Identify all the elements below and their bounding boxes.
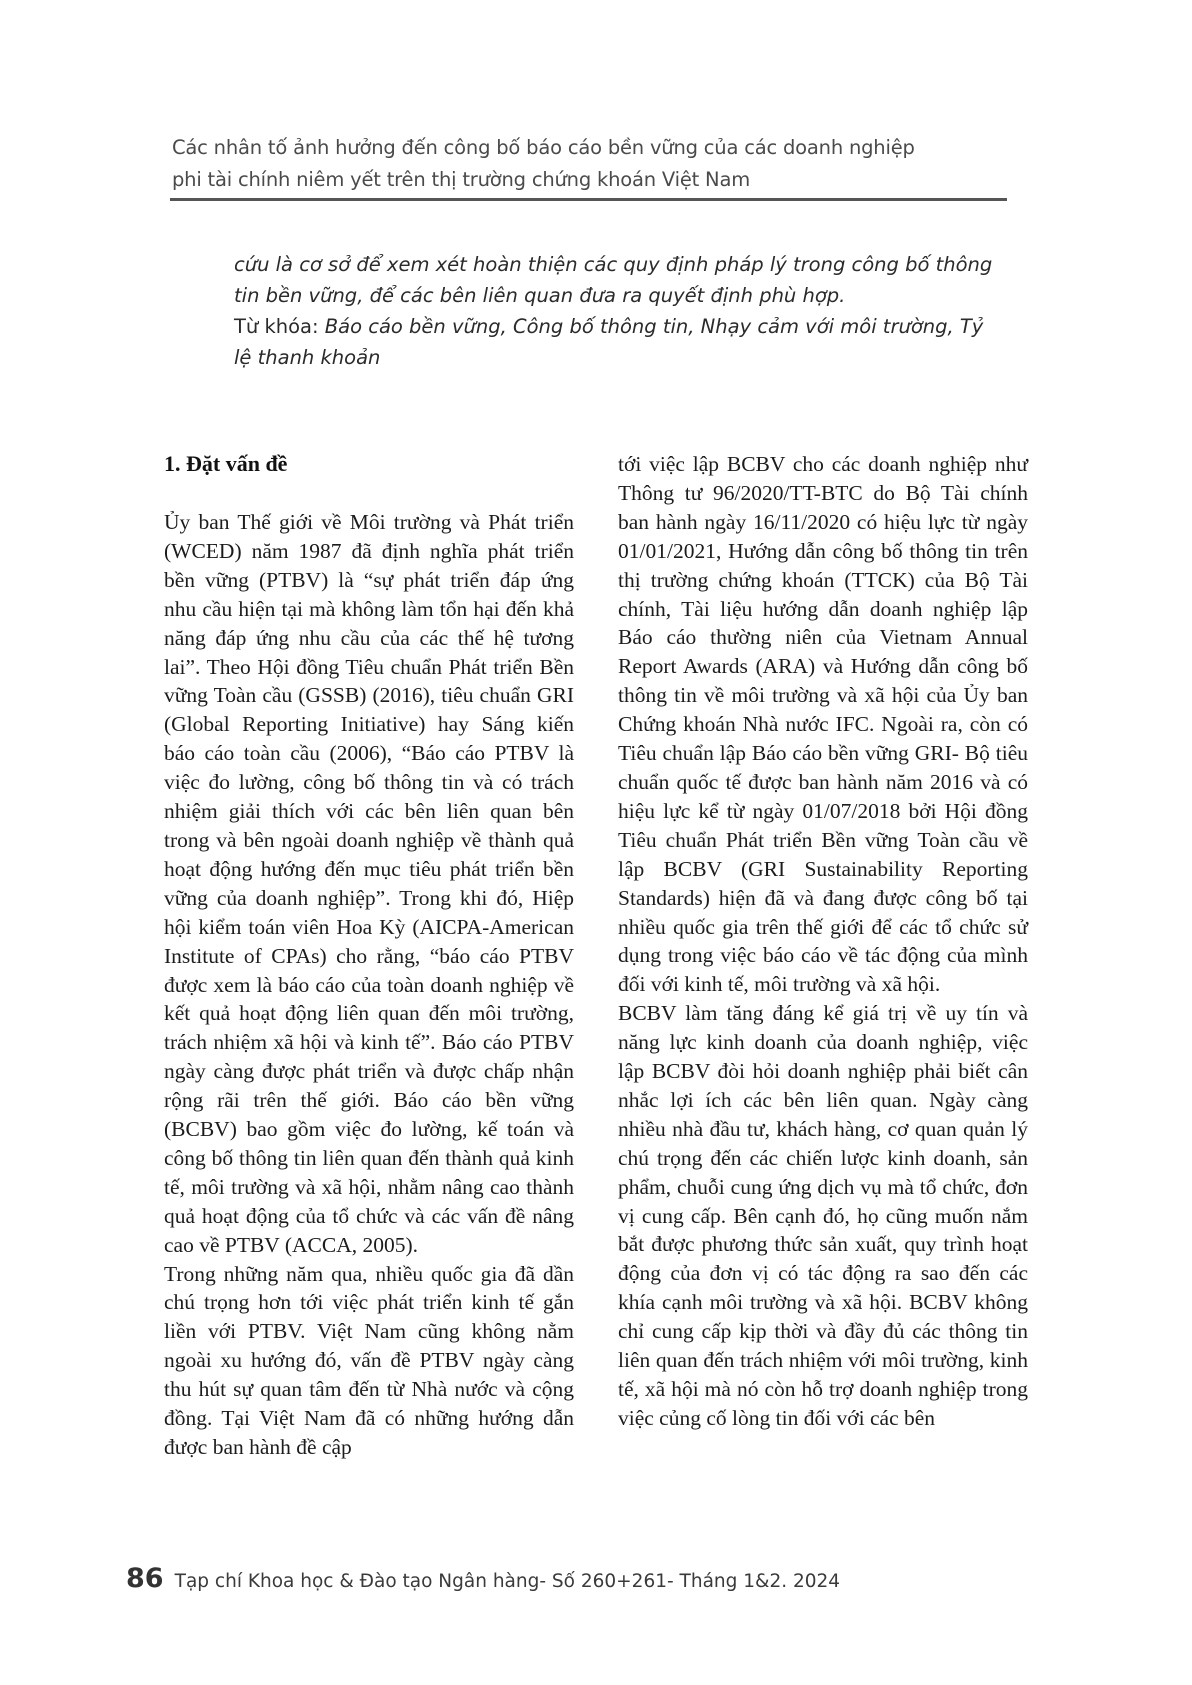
keywords-line [234, 311, 994, 373]
running-header-line-1: Các nhân tố ảnh hưởng đến công bố báo cáo bền vững của các doanh nghiệp [172, 136, 915, 159]
running-header-line-2: phi tài chính niêm yết trên thị trường chứng khoán Việt Nam [172, 168, 750, 191]
body-column-left [164, 450, 574, 1462]
running-header [172, 132, 1008, 196]
page-footer [126, 1563, 840, 1594]
body-paragraph: BCBV làm tăng đáng kể giá trị về uy tín và năng lực kinh doanh của doanh nghiệp, việc lập BCBV đòi hỏi doanh nghiệp phải biết cân nhắc lợi ích các bên liên quan. Ngày càng nhiều nhà đầu tư, khách hàng, cơ quan quản lý chú trọng đến các chiến lược kinh doanh, sản phẩm, chuỗi cung ứng dịch vụ mà tổ chức, đơn vị cung cấp. Bên cạnh đó, họ cũng muốn nắm bắt được phương thức sản xuất, quy trình hoạt động của đơn vị có tác động ra sao đến các khía cạnh môi trường và xã hội. BCBV không chỉ cung cấp kịp thời và đầy đủ các thông tin liên quan đến trách nhiệm với môi trường, kinh tế, xã hội mà nó còn hỗ trợ doanh nghiệp trong việc củng cố lòng tin đối với các bên [618, 1001, 1028, 1430]
keywords-list: Báo cáo bền vững, Công bố thông tin, Nhạy cảm với môi trường, Tỷ lệ thanh khoản [234, 315, 984, 369]
section-heading: 1. Đặt vấn đề [164, 451, 288, 476]
journal-citation: Tạp chí Khoa học & Đào tạo Ngân hàng- Số 260+261- Tháng 1&2. 2024 [174, 1571, 841, 1592]
body-paragraph: Ủy ban Thế giới về Môi trường và Phát triển (WCED) năm 1987 đã định nghĩa phát triển bền vững (PTBV) là “sự phát triển đáp ứng nhu cầu hiện tại mà không làm tổn hại đến khả năng đáp ứng nhu cầu của các thế hệ tương lai”. Theo Hội đồng Tiêu chuẩn Phát triển Bền vững Toàn cầu (GSSB) (2016), tiêu chuẩn GRI (Global Reporting Initiative) hay Sáng kiến báo cáo toàn cầu (2006), “Báo cáo PTBV là việc đo lường, công bố thông tin và có trách nhiệm giải thích với các bên liên quan bên trong và bên ngoài doanh nghiệp về thành quả hoạt động hướng đến mục tiêu phát triển bền vững của doanh nghiệp”. Trong khi đó, Hiệp hội kiểm toán viên Hoa Kỳ (AICPA-American Institute of CPAs) cho rằng, “báo cáo PTBV được xem là báo cáo của toàn doanh nghiệp về kết quả hoạt động liên quan đến môi trường, trách nhiệm xã hội và kinh tế”. Báo cáo PTBV ngày càng được phát triển và được chấp nhận rộng rãi trên thế giới. Báo cáo bền vững (BCBV) bao gồm việc đo lường, kế toán và công bố thông tin liên quan đến thành quả kinh tế, môi trường và xã hội, nhằm nâng cao thành quả hoạt động của tổ chức và các vấn đề nâng cao về PTBV (ACCA, 2005). [164, 510, 574, 1257]
body-column-right [618, 450, 1028, 1433]
abstract-continuation: cứu là cơ sở để xem xét hoàn thiện các quy định pháp lý trong công bố thông tin bền vững, để các bên liên quan đưa ra quyết định phù hợp. [234, 253, 993, 307]
body-paragraph: tới việc lập BCBV cho các doanh nghiệp như Thông tư 96/2020/TT-BTC do Bộ Tài chính ban hành ngày 16/11/2020 có hiệu lực từ ngày 01/01/2021, Hướng dẫn công bố thông tin trên thị trường chứng khoán (TTCK) của Bộ Tài chính, Tài liệu hướng dẫn doanh nghiệp lập Báo cáo thường niên của Vietnam Annual Report Awards (ARA) và Hướng dẫn công bố thông tin về môi trường và xã hội của Ủy ban Chứng khoán Nhà nước IFC. Ngoài ra, còn có Tiêu chuẩn lập Báo cáo bền vững GRI- Bộ tiêu chuẩn quốc tế được ban hành năm 2016 và có hiệu lực kể từ ngày 01/07/2018 bởi Hội đồng Tiêu chuẩn Phát triển Bền vững Toàn cầu về lập BCBV (GRI Sustainability Reporting Standards) hiện đã và đang được công bố tại nhiều quốc gia trên thế giới để các tổ chức sử dụng trong việc báo cáo về tác động của mình đối với kinh tế, môi trường và xã hội. [618, 452, 1028, 997]
page-number: 86 [126, 1563, 164, 1594]
body-paragraph: Trong những năm qua, nhiều quốc gia đã dần chú trọng hơn tới việc phát triển kinh tế gắn liền với PTBV. Việt Nam cũng không nằm ngoài xu hướng đó, vấn đề PTBV ngày càng thu hút sự quan tâm đến từ Nhà nước và cộng đồng. Tại Việt Nam đã có những hướng dẫn được ban hành đề cập [164, 1261, 574, 1459]
abstract-block [234, 249, 994, 373]
keywords-label: Từ khóa: [234, 315, 325, 338]
header-divider [170, 198, 1007, 201]
